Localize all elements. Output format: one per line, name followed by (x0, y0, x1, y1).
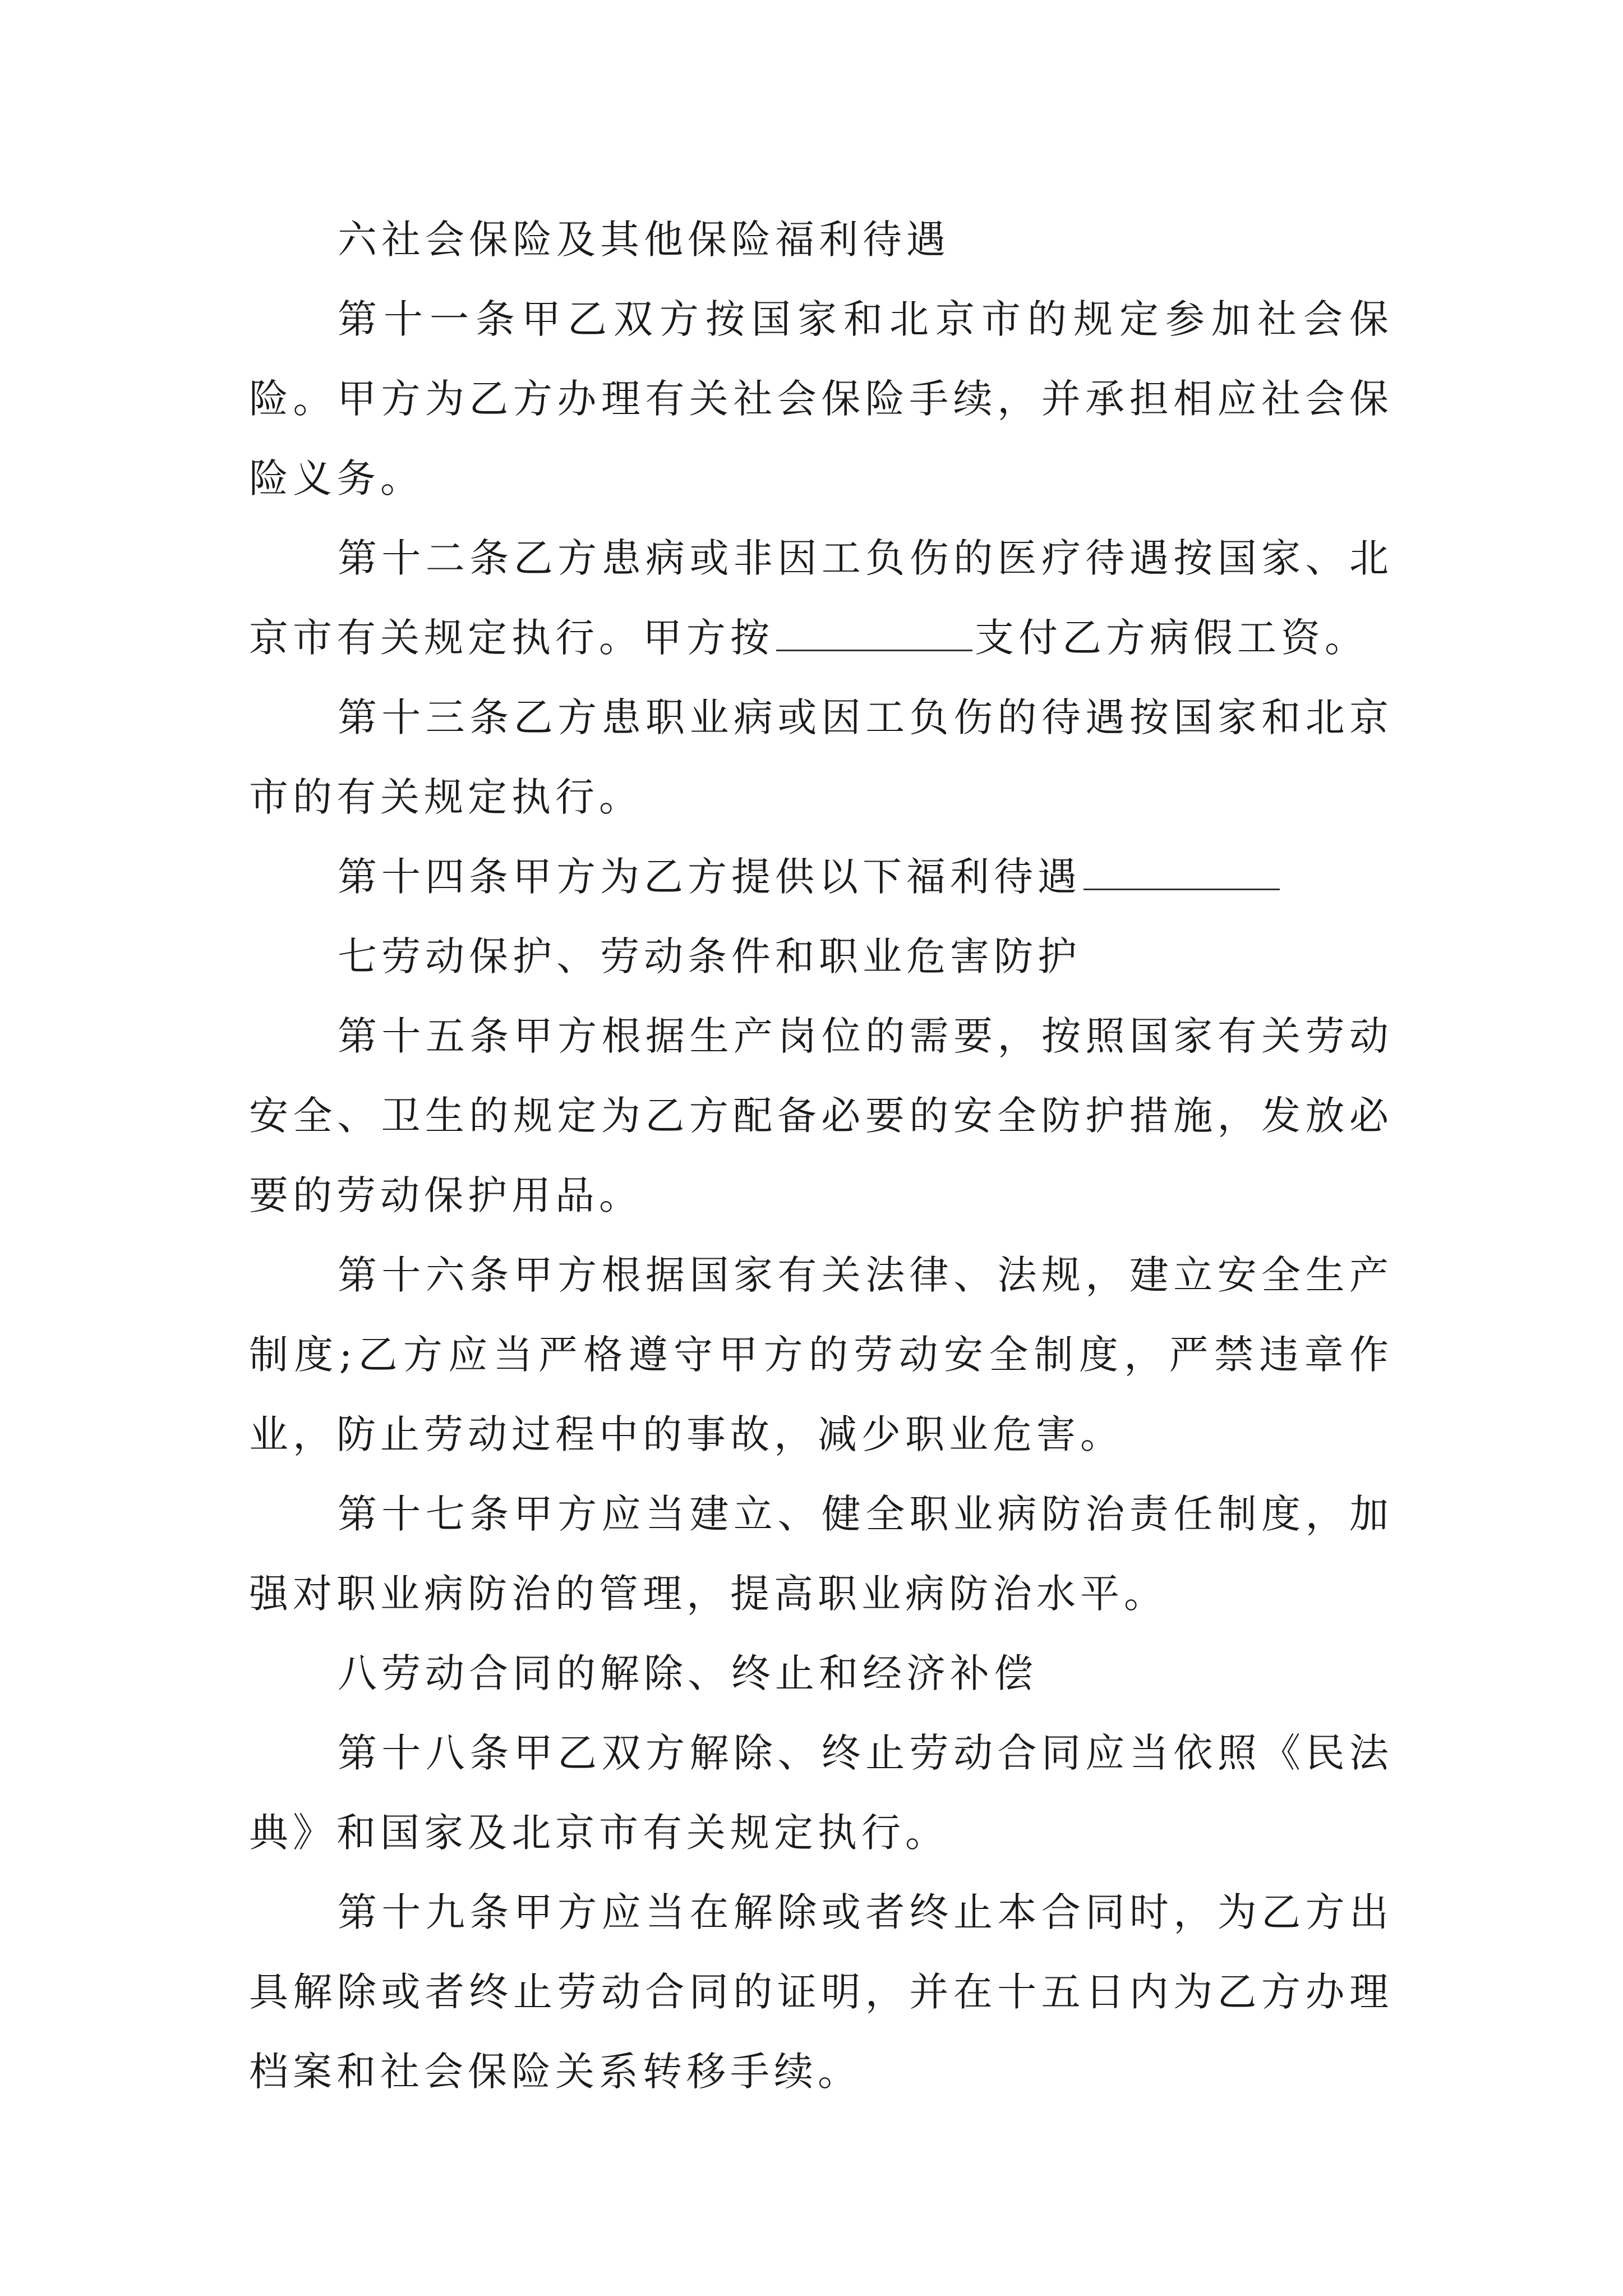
article-15-paragraph: 第十五条甲方根据生产岗位的需要，按照国家有关劳动安全、卫生的规定为乙方配备必要的安全防护措施，发放必要的劳动保护用品。 (249, 1013, 1393, 1218)
article-16-paragraph: 第十六条甲方根据国家有关法律、法规，建立安全生产制度;乙方应当严格遵守甲方的劳动安全制度，严禁违章作业，防止劳动过程中的事故，减少职业危害。 (249, 1252, 1393, 1457)
article-13-paragraph: 第十三条乙方患职业病或因工负伤的待遇按国家和北京市的有关规定执行。 (249, 694, 1393, 820)
article-12-paragraph (249, 518, 1393, 678)
sick-pay-blank-line (776, 649, 972, 651)
article-12-text-after: 支付乙方病假工资。 (975, 615, 1368, 661)
article-19-paragraph: 第十九条甲方应当在解除或者终止本合同时，为乙方出具解除或者终止劳动合同的证明，并在十五日内为乙方办理档案和社会保险关系转移手续。 (249, 1889, 1393, 2095)
article-17-paragraph: 第十七条甲方应当建立、健全职业病防治责任制度，加强对职业病防治的管理，提高职业病防治水平。 (249, 1491, 1393, 1617)
article-11-paragraph: 第十一条甲乙双方按国家和北京市的规定参加社会保险。甲方为乙方办理有关社会保险手续，并承担相应社会保险义务。 (249, 296, 1393, 501)
section-heading-labor-protection: 七劳动保护、劳动条件和职业危害防护 (338, 933, 1081, 979)
section-heading-social-insurance: 六社会保险及其他保险福利待遇 (338, 217, 950, 263)
section-heading-termination: 八劳动合同的解除、终止和经济补偿 (338, 1650, 1038, 1696)
article-14-paragraph (249, 837, 1393, 917)
article-12-text-before: 第十二条乙方患病或非因工负伤的医疗待遇按国家、北京市有关规定执行。甲方按 (249, 535, 1393, 661)
document-body (249, 200, 1393, 2111)
article-18-paragraph: 第十八条甲乙双方解除、终止劳动合同应当依照《民法典》和国家及北京市有关规定执行。 (249, 1730, 1393, 1856)
welfare-blank-line (1083, 888, 1280, 890)
article-14-text-before: 第十四条甲方为乙方提供以下福利待遇 (338, 854, 1081, 900)
